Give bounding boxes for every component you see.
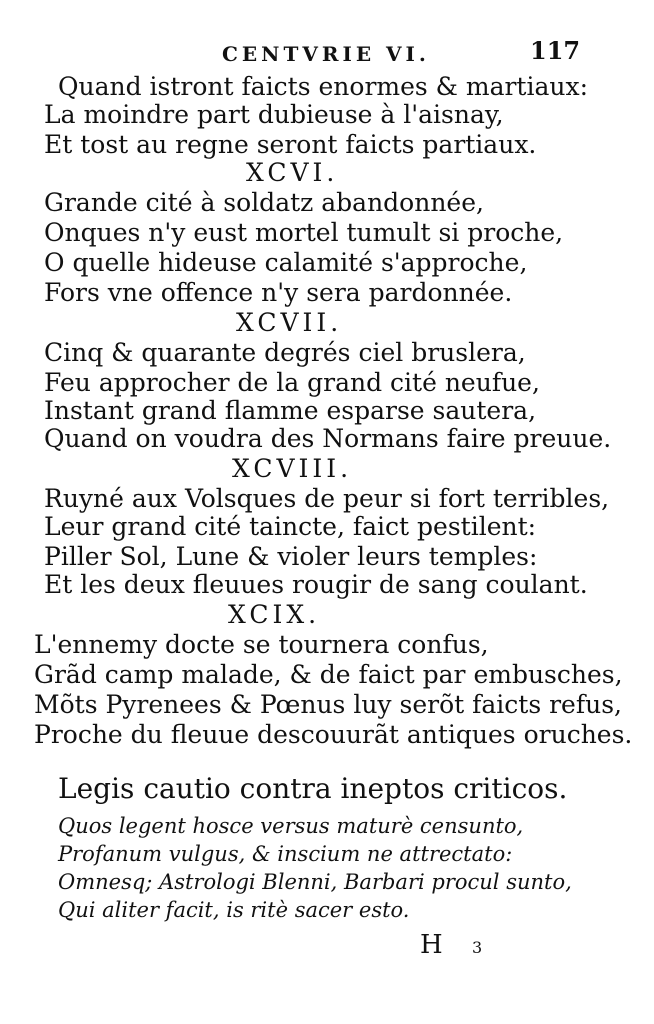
signature-mark: H [420, 930, 443, 960]
verse-line: Cinq & quarante degrés ciel bruslera, [44, 338, 526, 367]
verse-line: Grãd camp malade, & de faict par embusches, [34, 660, 623, 689]
epigram-line: Omnesq; Astrologi Blenni, Barbari procul sunto, [58, 870, 572, 894]
verse-line: O quelle hideuse calamité s'approche, [44, 248, 528, 277]
verse-line: L'ennemy docte se tournera confus, [34, 630, 489, 659]
epigram-line: Qui aliter facit, is ritè sacer esto. [58, 898, 410, 922]
verse-line: Quand on voudra des Normans faire preuue. [44, 424, 612, 453]
verse-line: Quand istront faicts enormes & martiaux: [58, 72, 589, 101]
page-number: 117 [530, 36, 581, 65]
verse-line: Piller Sol, Lune & violer leurs temples: [44, 542, 538, 571]
verse-line: Ruyné aux Volsques de peur si fort terribles, [44, 484, 610, 513]
signature-number: 3 [472, 938, 483, 957]
verse-line: Mõts Pyrenees & Pœnus luy serõt faicts refus, [34, 690, 622, 719]
verse-line: La moindre part dubieuse à l'aisnay, [44, 100, 504, 129]
running-head: CENTVRIE VI. [222, 42, 430, 66]
verse-line: Instant grand flamme esparse sautera, [44, 396, 537, 425]
stanza-number: XCIX. [228, 600, 321, 629]
epigram-line: Profanum vulgus, & inscium ne attrectato: [58, 842, 513, 866]
verse-line: Proche du fleuue descouurãt antiques oruches. [34, 720, 633, 749]
verse-line: Feu approcher de la grand cité neufue, [44, 368, 540, 397]
verse-line: Et tost au regne seront faicts partiaux. [44, 130, 537, 159]
verse-line: Onques n'y eust mortel tumult si proche, [44, 218, 564, 247]
verse-line: Leur grand cité taincte, faict pestilent: [44, 512, 537, 541]
stanza-number: XCVI. [246, 158, 339, 187]
epigram-line: Quos legent hosce versus maturè censunto, [58, 814, 524, 838]
stanza-number: XCVIII. [232, 454, 353, 483]
verse-line: Et les deux fleuues rougir de sang coulant. [44, 570, 588, 599]
verse-line: Grande cité à soldatz abandonnée, [44, 188, 484, 217]
verse-line: Fors vne offence n'y sera pardonnée. [44, 278, 513, 307]
stanza-number: XCVII. [236, 308, 343, 337]
epigram-title: Legis cautio contra ineptos criticos. [58, 772, 568, 805]
